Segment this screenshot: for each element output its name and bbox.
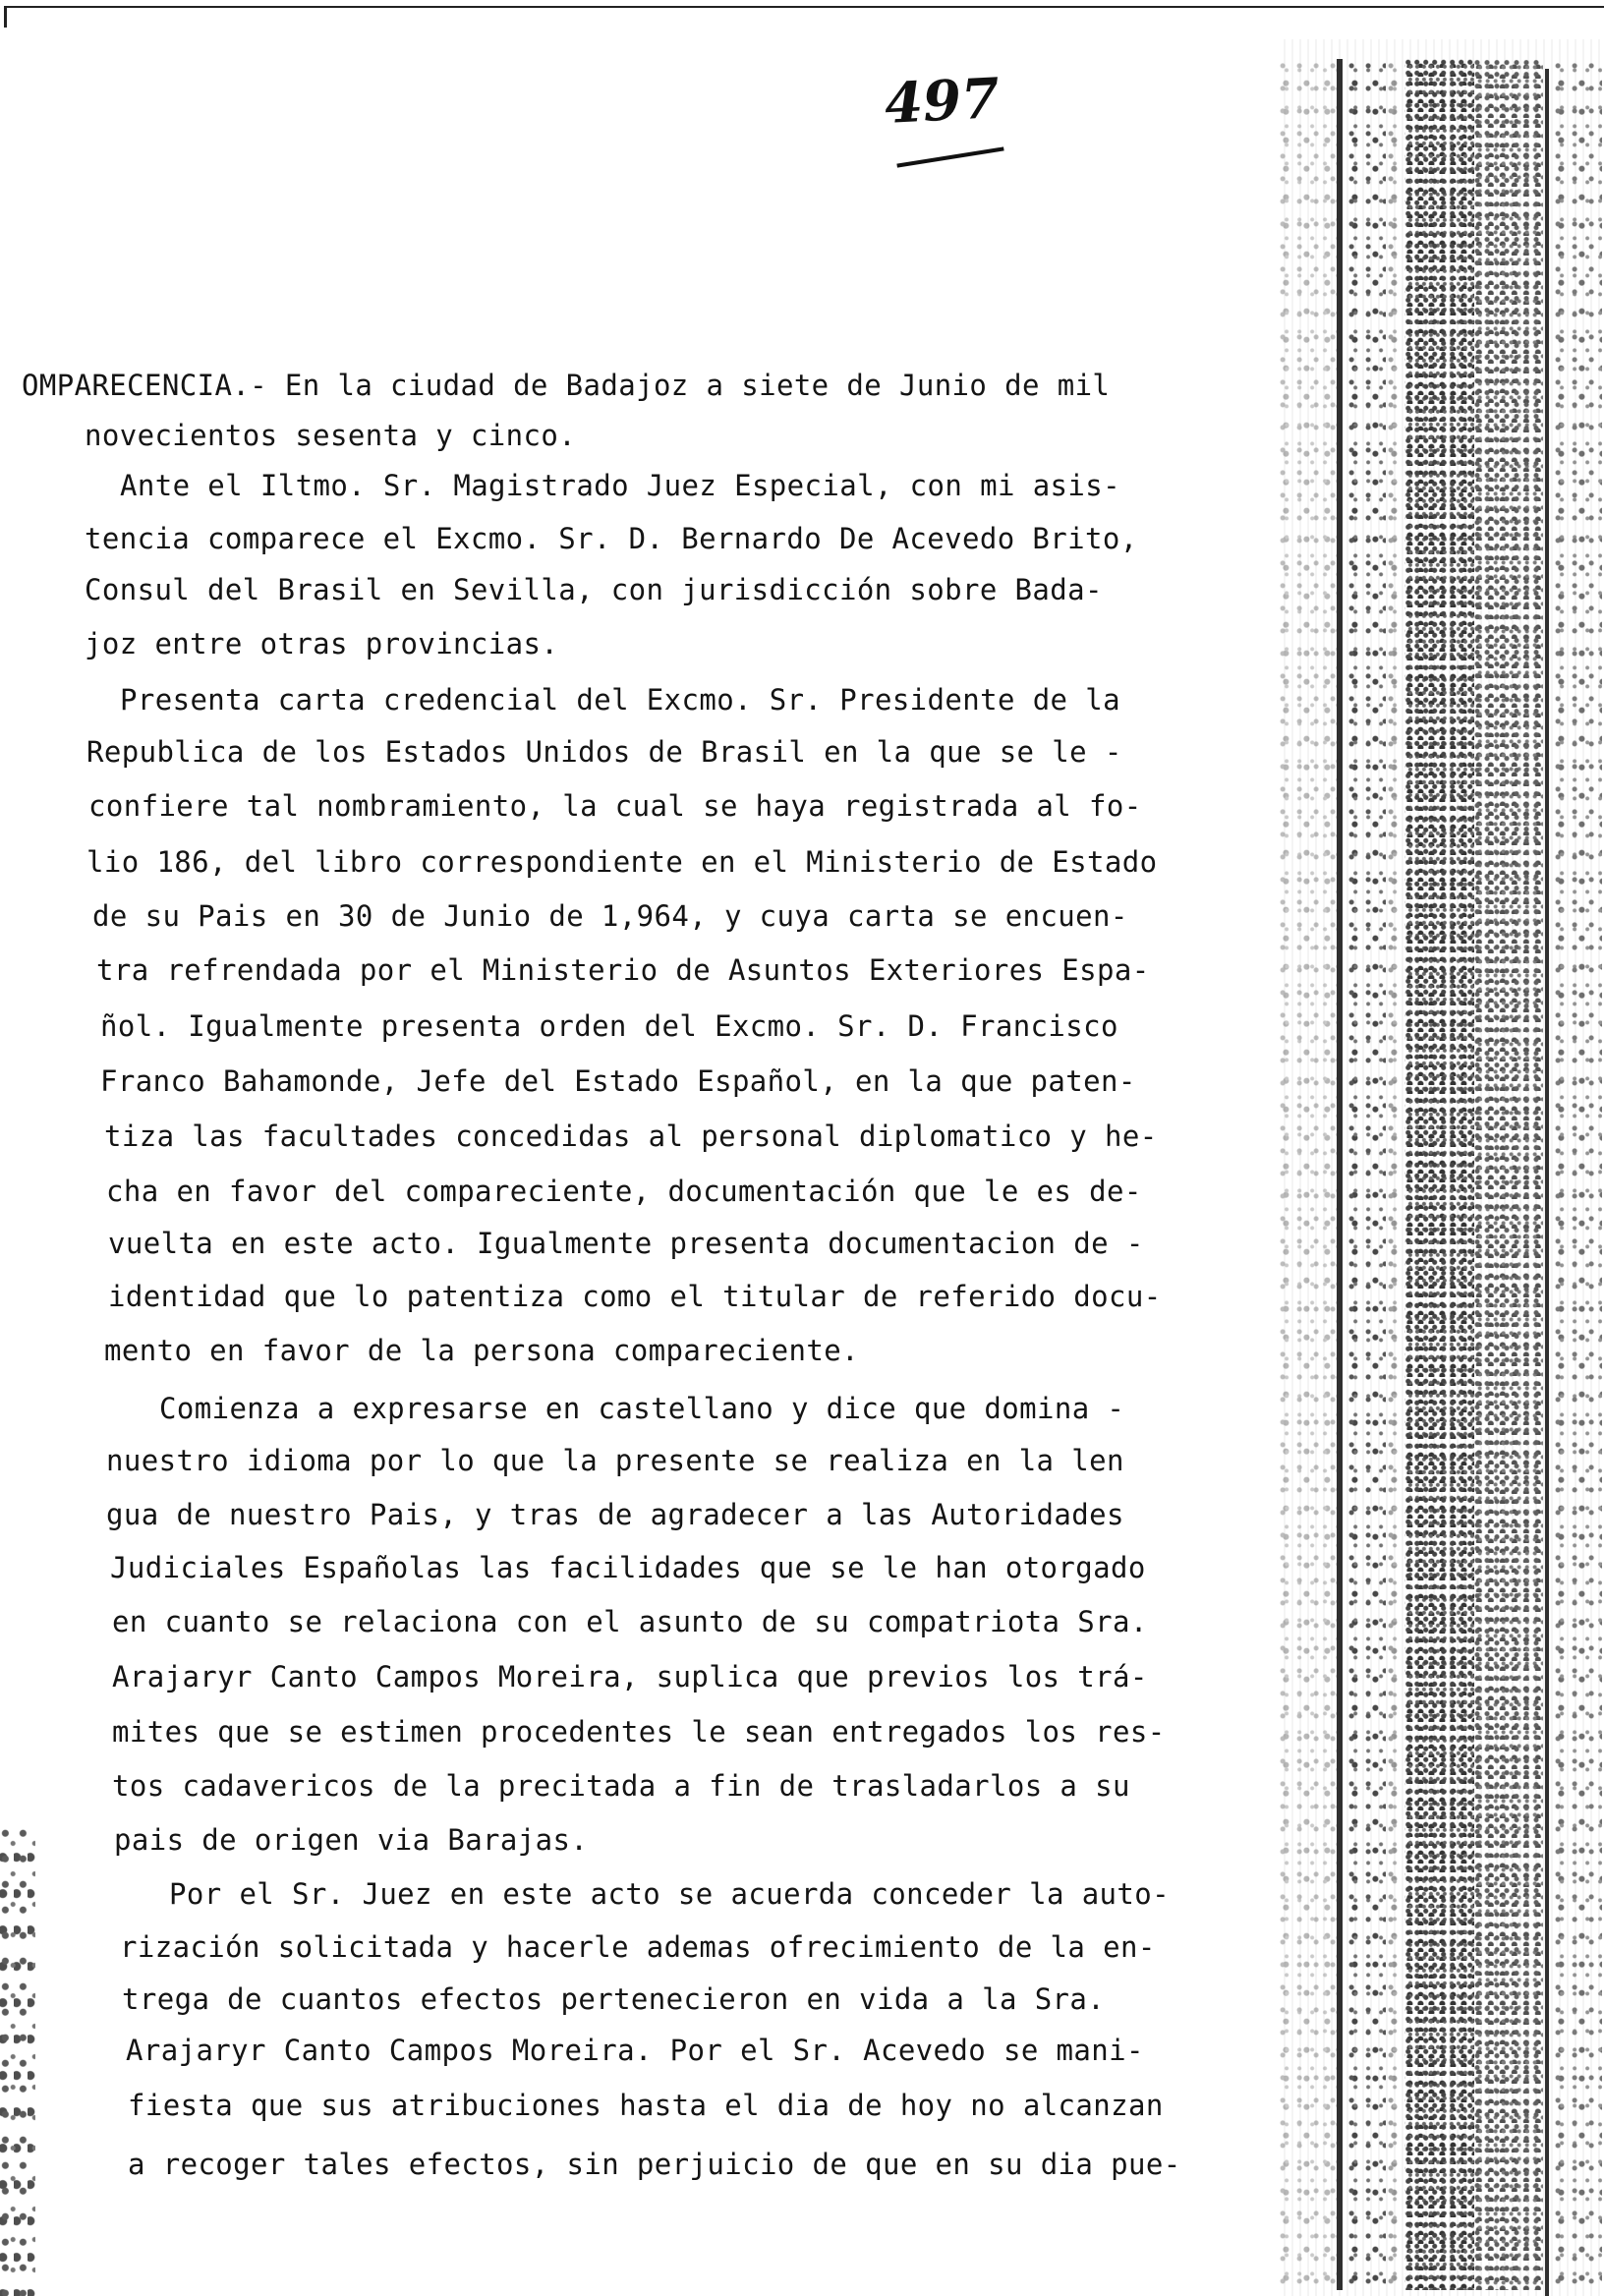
document-line: identidad que lo patentiza como el titular de referido docu- [108, 1280, 1162, 1313]
document-line: Por el Sr. Juez en este acto se acuerda conceder la auto- [169, 1877, 1170, 1911]
document-line: tra refrendada por el Ministerio de Asuntos Exteriores Espa- [96, 953, 1150, 987]
document-line: en cuanto se relaciona con el asunto de su compatriota Sra. [112, 1605, 1148, 1638]
document-line: mento en favor de la persona compareciente. [104, 1334, 859, 1367]
document-line: Republica de los Estados Unidos de Brasil en la que se le - [86, 735, 1122, 769]
document-line: Arajaryr Canto Campos Moreira. Por el Sr. Acevedo se mani- [126, 2034, 1144, 2067]
document-line: Arajaryr Canto Campos Moreira, suplica que previos los trá- [112, 1660, 1148, 1693]
document-line: lio 186, del libro correspondiente en el Ministerio de Estado [86, 845, 1158, 879]
document-line: Comienza a expresarse en castellano y dice que domina - [159, 1392, 1125, 1425]
document-line: gua de nuestro Pais, y tras de agradecer a las Autoridades [106, 1498, 1124, 1531]
document-line: trega de cuantos efectos pertenecieron en vida a la Sra. [122, 1982, 1106, 2016]
document-line: tiza las facultades concedidas al personal diplomatico y he- [104, 1119, 1158, 1153]
document-line: rización solicitada y hacerle ademas ofrecimiento de la en- [120, 1930, 1156, 1964]
handwritten-page-number: 497 [883, 65, 1002, 138]
document-line: cha en favor del compareciente, documentación que le es de- [106, 1175, 1142, 1208]
document-line: Franco Bahamonde, Jefe del Estado Español, en la que paten- [100, 1064, 1136, 1098]
document-line: a recoger tales efectos, sin perjuicio de que en su dia pue- [128, 2148, 1181, 2181]
document-line: pais de origen via Barajas. [114, 1823, 589, 1857]
document-line: Consul del Brasil en Sevilla, con jurisdicción sobre Bada- [85, 573, 1103, 606]
document-line: tos cadavericos de la precitada a fin de trasladarlos a su [112, 1769, 1130, 1803]
document-line: de su Pais en 30 de Junio de 1,964, y cuya carta se encuen- [92, 899, 1128, 933]
document-line: ñol. Igualmente presenta orden del Excmo. Sr. D. Francisco [100, 1009, 1118, 1043]
document-line: Presenta carta credencial del Excmo. Sr. Presidente de la [120, 683, 1120, 717]
document-heading-line: OMPARECENCIA.- En la ciudad de Badajoz a siete de Junio de mil [22, 369, 1111, 402]
document-line: nuestro idioma por lo que la presente se realiza en la len [106, 1444, 1124, 1477]
document-line: Ante el Iltmo. Sr. Magistrado Juez Especial, con mi asis- [120, 469, 1120, 502]
document-line: confiere tal nombramiento, la cual se haya registrada al fo- [88, 789, 1142, 823]
document-line: tencia comparece el Excmo. Sr. D. Bernardo De Acevedo Brito, [85, 522, 1138, 555]
document-line: mites que se estimen procedentes le sean entregados los res- [112, 1715, 1166, 1749]
document-line: fiesta que sus atribuciones hasta el dia de hoy no alcanzan [128, 2089, 1164, 2122]
document-line: joz entre otras provincias. [85, 627, 559, 660]
document-line: novecientos sesenta y cinco. [85, 419, 577, 452]
document-line: vuelta en este acto. Igualmente presenta documentacion de - [108, 1227, 1144, 1260]
document-line: Judiciales Españolas las facilidades que se le han otorgado [110, 1551, 1146, 1584]
